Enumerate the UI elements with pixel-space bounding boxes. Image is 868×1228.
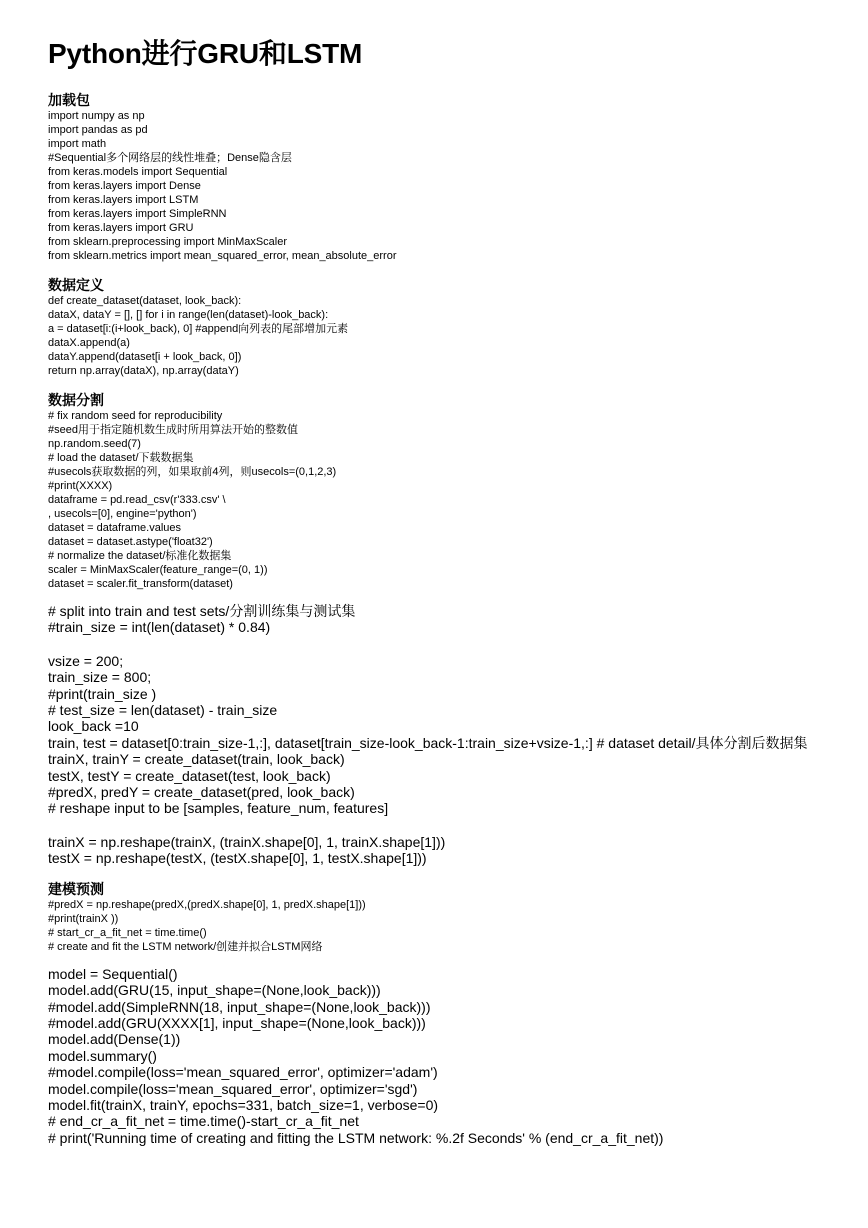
code-line: from sklearn.metrics import mean_squared_error, mean_absolute_error	[48, 250, 397, 262]
code-line: #print(train_size )	[48, 685, 157, 702]
code-line: dataY.append(dataset[i + look_back, 0])	[48, 351, 242, 363]
section-heading-split: 数据分割	[48, 392, 104, 408]
code-line: #model.add(GRU(XXXX[1], input_shape=(None,look_back)))	[48, 1014, 426, 1031]
code-line: #train_size = int(len(dataset) * 0.84)	[48, 619, 271, 636]
page-title: Python进行GRU和LSTM	[48, 38, 363, 69]
code-line: #model.add(SimpleRNN(18, input_shape=(None,look_back)))	[48, 998, 431, 1015]
code-line: #Sequential多个网络层的线性堆叠；Dense隐含层	[48, 152, 292, 164]
code-line: from keras.layers import GRU	[48, 222, 194, 234]
blank-line	[48, 817, 858, 834]
code-line: dataset = dataframe.values	[48, 522, 181, 534]
code-line: testX, testY = create_dataset(test, look_back)	[48, 767, 331, 784]
code-line: model.add(Dense(1))	[48, 1031, 181, 1048]
code-line: # print('Running time of creating and fitting the LSTM network: %.2f Seconds' % (end_cr_a_fit_net))	[48, 1129, 664, 1146]
code-line: from keras.layers import Dense	[48, 180, 201, 192]
code-line: # end_cr_a_fit_net = time.time()-start_cr_a_fit_net	[48, 1113, 359, 1130]
code-line: trainX, trainY = create_dataset(train, look_back)	[48, 751, 345, 768]
section-heading-define: 数据定义	[48, 277, 104, 293]
code-line: def create_dataset(dataset, look_back):	[48, 295, 242, 307]
code-line: # test_size = len(dataset) - train_size	[48, 702, 278, 719]
section-heading-model: 建模预测	[48, 880, 104, 897]
code-line: model.summary()	[48, 1047, 157, 1064]
code-line: model.fit(trainX, trainY, epochs=331, batch_size=1, verbose=0)	[48, 1096, 439, 1113]
code-line: # split into train and test sets/分割训练集与测试集	[48, 603, 356, 619]
code-line: model = Sequential()	[48, 965, 178, 982]
code-line: model.add(GRU(15, input_shape=(None,look_back)))	[48, 982, 381, 999]
code-line: import numpy as np	[48, 110, 145, 122]
code-line: from keras.layers import LSTM	[48, 194, 199, 206]
code-line: trainX = np.reshape(trainX, (trainX.shape[0], 1, trainX.shape[1]))	[48, 833, 446, 850]
code-line: # load the dataset/下载数据集	[48, 452, 194, 464]
code-line: #print(XXXX)	[48, 480, 113, 492]
code-line: from sklearn.preprocessing import MinMaxScaler	[48, 236, 288, 248]
code-line: scaler = MinMaxScaler(feature_range=(0, 1))	[48, 564, 268, 576]
code-block-model-small	[48, 898, 858, 954]
code-line: #seed用于指定随机数生成时所用算法开始的整数值	[48, 424, 298, 436]
code-line: testX = np.reshape(testX, (testX.shape[0], 1, testX.shape[1]))	[48, 850, 427, 867]
code-line: dataset = scaler.fit_transform(dataset)	[48, 578, 233, 590]
code-line: #usecols获取数据的列，如果取前4列，则usecols=(0,1,2,3)	[48, 466, 337, 478]
code-block-load	[48, 109, 858, 263]
code-line: train, test = dataset[0:train_size-1,:], dataset[train_size-look_back-1:train_size+vsize-1,:] # dataset detail/具体分割后数据集	[48, 734, 808, 751]
code-line: import pandas as pd	[48, 124, 148, 136]
code-line: model.compile(loss='mean_squared_error', optimizer='sgd')	[48, 1080, 418, 1097]
section-heading-load: 加载包	[48, 92, 90, 108]
code-line: return np.array(dataX), np.array(dataY)	[48, 365, 239, 377]
code-line: import math	[48, 138, 107, 150]
code-line: np.random.seed(7)	[48, 438, 141, 450]
code-block-define	[48, 294, 858, 378]
code-line: # start_cr_a_fit_net = time.time()	[48, 926, 207, 939]
code-line: from keras.models import Sequential	[48, 166, 228, 178]
code-block-model	[48, 966, 858, 1146]
code-line: #print(trainX ))	[48, 912, 119, 925]
document-page	[48, 36, 858, 1146]
code-line: vsize = 200;	[48, 652, 124, 669]
code-line: from keras.layers import SimpleRNN	[48, 208, 227, 220]
code-line: # normalize the dataset/标准化数据集	[48, 550, 232, 562]
code-line: a = dataset[i:(i+look_back), 0] #append向列表的尾部增加元素	[48, 323, 349, 335]
code-line: #model.compile(loss='mean_squared_error', optimizer='adam')	[48, 1064, 438, 1081]
code-block-split-1	[48, 603, 858, 867]
code-line: # reshape input to be [samples, feature_num, features]	[48, 800, 389, 817]
code-line: # create and fit the LSTM network/创建并拟合LSTM网络	[48, 940, 323, 953]
code-line: #predX, predY = create_dataset(pred, look_back)	[48, 784, 355, 801]
code-line: dataframe = pd.read_csv(r'333.csv' \	[48, 494, 226, 506]
code-line: dataX.append(a)	[48, 337, 130, 349]
blank-line	[48, 636, 858, 653]
code-line: look_back =10	[48, 718, 139, 735]
code-line: #predX = np.reshape(predX,(predX.shape[0], 1, predX.shape[1]))	[48, 898, 366, 911]
code-line: dataset = dataset.astype('float32')	[48, 536, 213, 548]
code-block-split-small	[48, 409, 858, 591]
code-line: train_size = 800;	[48, 669, 152, 686]
code-line: dataX, dataY = [], [] for i in range(len(dataset)-look_back):	[48, 309, 329, 321]
code-line: , usecols=[0], engine='python')	[48, 508, 197, 520]
code-line: # fix random seed for reproducibility	[48, 410, 223, 422]
